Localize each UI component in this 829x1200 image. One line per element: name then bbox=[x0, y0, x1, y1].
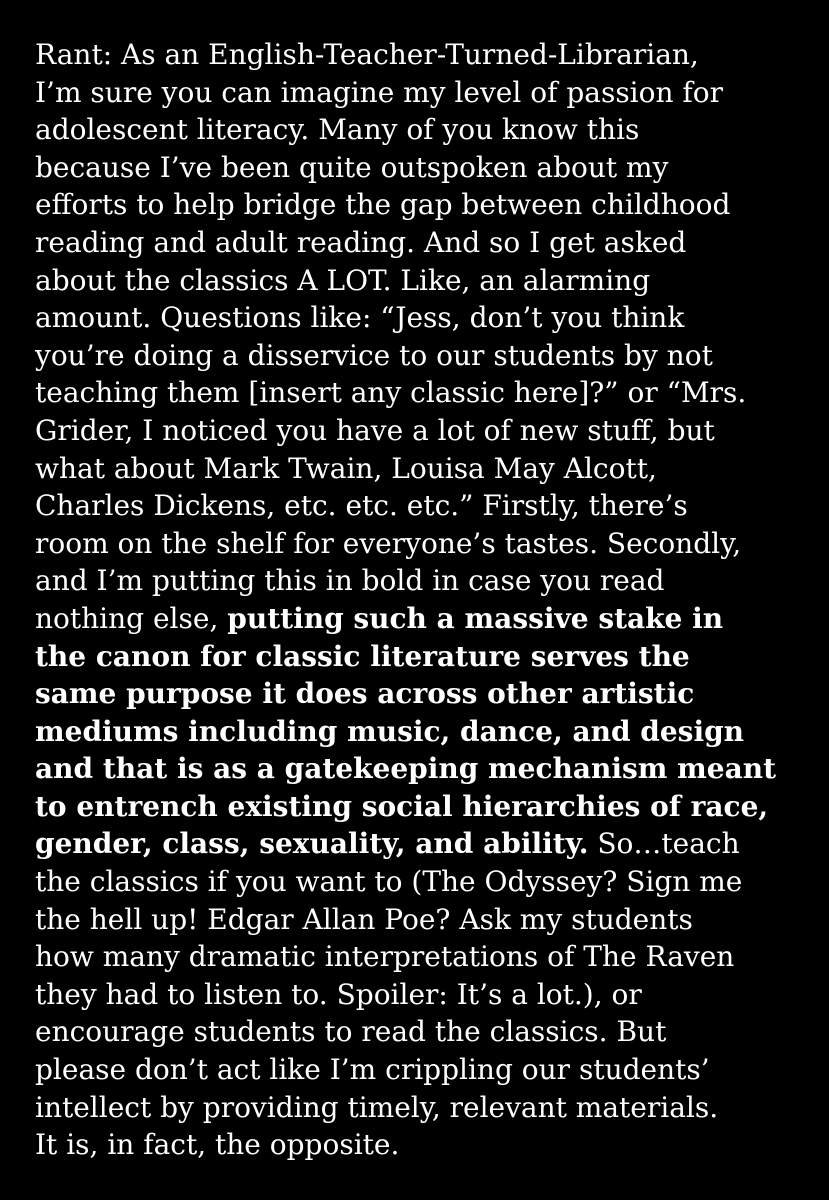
text-line bbox=[35, 149, 803, 187]
text-line bbox=[35, 825, 803, 863]
text-line bbox=[35, 976, 803, 1014]
text-line bbox=[35, 938, 803, 976]
text-segment: the classics if you want to (The Odyssey? Sign me bbox=[35, 865, 743, 899]
text-line bbox=[35, 337, 803, 375]
text-line bbox=[35, 36, 803, 74]
text-segment: what about Mark Twain, Louisa May Alcott, bbox=[35, 451, 657, 485]
text-line bbox=[35, 713, 803, 751]
text-line bbox=[35, 450, 803, 488]
text-line bbox=[35, 111, 803, 149]
bold-text-segment: the canon for classic literature serves the bbox=[35, 639, 690, 673]
text-line bbox=[35, 675, 803, 713]
text-line bbox=[35, 74, 803, 112]
text-segment: intellect by providing timely, relevant materials. bbox=[35, 1090, 719, 1124]
text-line bbox=[35, 186, 803, 224]
text-segment: amount. Questions like: “Jess, don’t you think bbox=[35, 301, 685, 335]
text-line bbox=[35, 901, 803, 939]
text-segment: encourage students to read the classics. But bbox=[35, 1015, 667, 1049]
bold-text-segment: gender, class, sexuality, and ability. bbox=[35, 827, 589, 861]
text-segment: teaching them [insert any classic here]?” or “Mrs. bbox=[35, 376, 747, 410]
text-segment: because I’ve been quite outspoken about my bbox=[35, 150, 669, 184]
text-line bbox=[35, 262, 803, 300]
text-line bbox=[35, 525, 803, 563]
text-segment: please don’t act like I’m crippling our students’ bbox=[35, 1053, 710, 1087]
text-segment: room on the shelf for everyone’s tastes. Secondly, bbox=[35, 526, 742, 560]
text-line bbox=[35, 1013, 803, 1051]
text-segment: you’re doing a disservice to our students by not bbox=[35, 338, 713, 372]
text-segment: Rant: As an English-Teacher-Turned-Librarian, bbox=[35, 38, 699, 71]
text-segment: Grider, I noticed you have a lot of new stuff, but bbox=[35, 413, 715, 447]
text-line bbox=[35, 374, 803, 412]
text-segment: how many dramatic interpretations of The Raven bbox=[35, 940, 735, 974]
text-segment: I’m sure you can imagine my level of passion for bbox=[35, 75, 724, 109]
text-line bbox=[35, 487, 803, 525]
text-line bbox=[35, 750, 803, 788]
text-segment: So…teach bbox=[588, 827, 740, 861]
text-line bbox=[35, 562, 803, 600]
text-line bbox=[35, 1051, 803, 1089]
bold-text-segment: and that is as a gatekeeping mechanism meant bbox=[35, 752, 777, 786]
text-segment: the hell up! Edgar Allan Poe? Ask my students bbox=[35, 902, 693, 936]
text-segment: about the classics A LOT. Like, an alarming bbox=[35, 263, 651, 297]
text-line bbox=[35, 863, 803, 901]
text-line bbox=[35, 1089, 803, 1127]
text-line bbox=[35, 224, 803, 262]
text-line bbox=[35, 600, 803, 638]
text-segment: Charles Dickens, etc. etc. etc.” Firstly, there’s bbox=[35, 489, 688, 523]
text-segment: adolescent literacy. Many of you know this bbox=[35, 113, 640, 147]
text-line bbox=[35, 788, 803, 826]
rant-post-text bbox=[35, 36, 803, 1164]
bold-text-segment: same purpose it does across other artistic bbox=[35, 677, 695, 711]
text-segment: It is, in fact, the opposite. bbox=[35, 1128, 400, 1162]
text-line bbox=[35, 638, 803, 676]
text-segment: they had to listen to. Spoiler: It’s a lot.), or bbox=[35, 977, 642, 1011]
text-segment: and I’m putting this in bold in case you read bbox=[35, 564, 665, 598]
text-segment: nothing else, bbox=[35, 601, 228, 635]
bold-text-segment: to entrench existing social hierarchies of race, bbox=[35, 789, 769, 823]
text-line bbox=[35, 412, 803, 450]
bold-text-segment: putting such a massive stake in bbox=[227, 601, 724, 635]
text-segment: efforts to help bridge the gap between childhood bbox=[35, 188, 731, 222]
text-line bbox=[35, 1126, 803, 1164]
text-segment: reading and adult reading. And so I get asked bbox=[35, 225, 687, 259]
text-line bbox=[35, 299, 803, 337]
bold-text-segment: mediums including music, dance, and design bbox=[35, 714, 745, 748]
